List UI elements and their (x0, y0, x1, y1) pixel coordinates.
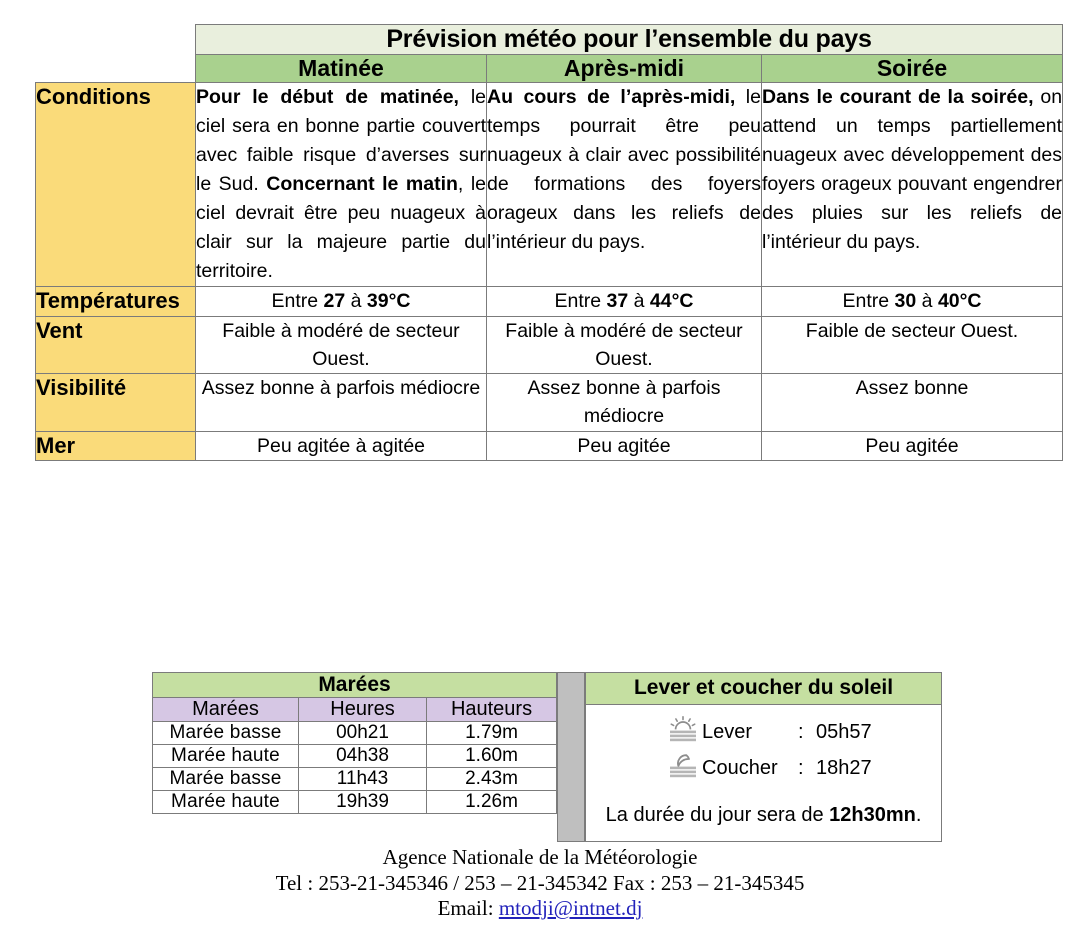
sunrise-label: Lever (702, 720, 753, 743)
sunrise-time: 05h57 (816, 720, 872, 743)
temp-max: 40°C (937, 290, 982, 313)
visibilite-matinee: Assez bonne à parfois médiocre (196, 374, 487, 432)
tide-height: 1.26m (427, 791, 557, 814)
conditions-matinee-bold-2: Concernant le matin (266, 173, 458, 196)
tides-column-header-hauteurs: Hauteurs (427, 698, 557, 722)
tides-title-row (153, 673, 557, 698)
sunrise-colon: : (798, 720, 804, 743)
temperature-apres-midi (487, 287, 762, 316)
forecast-table-container (35, 24, 1062, 461)
tide-time: 04h38 (299, 745, 427, 768)
visibilite-soiree: Assez bonne (762, 374, 1063, 432)
sunrise-icon (668, 716, 702, 748)
forecast-title: Prévision météo pour l’ensemble du pays (196, 25, 1063, 55)
spacer-cell (36, 25, 196, 55)
row-label-vent: Vent (36, 316, 196, 374)
day-duration-value: 12h30mn (829, 804, 916, 826)
forecast-title-row (36, 25, 1063, 55)
row-temperatures (36, 287, 1063, 316)
sunset-time: 18h27 (816, 756, 872, 779)
tides-table (152, 672, 557, 814)
mer-apres-midi: Peu agitée (487, 431, 762, 460)
table-row (153, 745, 557, 768)
row-label-visibilite: Visibilité (36, 374, 196, 432)
agency-name: Agence Nationale de la Météorologie (382, 845, 698, 869)
visibilite-apres-midi: Assez bonne à parfois médiocre (487, 374, 762, 432)
tide-height: 1.79m (427, 722, 557, 745)
panel-divider (557, 672, 585, 842)
temp-max: 44°C (649, 290, 694, 313)
temp-mid: à (916, 290, 938, 313)
tide-name: Marée haute (153, 791, 299, 814)
tide-name: Marée basse (153, 722, 299, 745)
temp-min: 37 (606, 290, 629, 313)
column-header-matinee: Matinée (196, 55, 487, 83)
contact-line: Tel : 253-21-345346 / 253 – 21-345342 Fax : 253 – 21-345345 (275, 870, 805, 895)
temp-mid: à (628, 290, 650, 313)
conditions-soiree-bold-1: Dans le courant de la soirée, (762, 86, 1034, 108)
forecast-day-header-row (36, 55, 1063, 83)
conditions-apres-midi-text-1: le temps pourrait être peu nuageux à clair avec possibilité de formations des foyers orageux dans les reliefs de l’intérieur du pays. (487, 86, 761, 254)
email-line (0, 896, 1080, 922)
sun-panel-body (586, 705, 941, 841)
spacer-cell (36, 55, 196, 83)
tide-time: 11h43 (299, 768, 427, 791)
day-duration-prefix: La durée du jour sera de (605, 804, 830, 826)
conditions-matinee-bold-1: Pour le début de matinée, (196, 86, 459, 108)
tides-column-header-heures: Heures (299, 698, 427, 722)
sunset-row (668, 750, 941, 786)
sunset-label: Coucher (702, 756, 778, 779)
row-vent (36, 316, 1063, 374)
sunset-moon-icon (668, 752, 702, 784)
temp-mid: à (345, 290, 367, 313)
column-header-soiree: Soirée (762, 55, 1063, 83)
row-label-temperatures: Températures (36, 287, 196, 316)
table-row (153, 722, 557, 745)
tide-time: 19h39 (299, 791, 427, 814)
temp-max: 39°C (366, 290, 411, 313)
tide-height: 1.60m (427, 745, 557, 768)
tide-time: 00h21 (299, 722, 427, 745)
vent-soiree: Faible de secteur Ouest. (762, 316, 1063, 374)
forecast-table (35, 24, 1063, 461)
tides-header-row (153, 698, 557, 722)
email-link[interactable]: mtodji@intnet.dj (498, 896, 643, 921)
day-duration (586, 786, 941, 831)
conditions-apres-midi-bold-1: Au cours de l’après-midi, (487, 86, 736, 108)
mer-soiree: Peu agitée (762, 431, 1063, 460)
temp-prefix: Entre (842, 290, 895, 313)
conditions-matinee-text-2: , le ciel devrait être peu nuageux à clair sur la majeure partie du territoire. (196, 173, 486, 283)
row-label-mer: Mer (36, 431, 196, 460)
tides-column-header-marees: Marées (153, 698, 299, 722)
footer (0, 845, 1080, 922)
table-row (153, 791, 557, 814)
vent-apres-midi: Faible à modéré de secteur Ouest. (487, 316, 762, 374)
sunrise-row (668, 714, 941, 750)
temp-min: 30 (894, 290, 917, 313)
conditions-apres-midi (487, 83, 762, 287)
mer-matinee: Peu agitée à agitée (196, 431, 487, 460)
table-row (153, 768, 557, 791)
row-conditions (36, 83, 1063, 287)
sunset-colon: : (798, 756, 804, 779)
temp-min: 27 (323, 290, 346, 313)
tide-name: Marée haute (153, 745, 299, 768)
temperature-soiree (762, 287, 1063, 316)
row-visibilite (36, 374, 1063, 432)
temp-prefix: Entre (271, 290, 324, 313)
day-duration-suffix: . (915, 804, 922, 826)
bottom-section (152, 672, 942, 842)
row-label-conditions: Conditions (36, 83, 196, 287)
conditions-matinee (196, 83, 487, 287)
email-label: Email: (437, 896, 499, 921)
sun-panel-title: Lever et coucher du soleil (586, 673, 941, 705)
vent-matinee: Faible à modéré de secteur Ouest. (196, 316, 487, 374)
sun-panel (585, 672, 942, 842)
tide-height: 2.43m (427, 768, 557, 791)
temperature-matinee (196, 287, 487, 316)
temp-prefix: Entre (554, 290, 607, 313)
conditions-matinee-text-1: le ciel sera en bonne partie couvert avec faible risque d’averses sur le Sud. (196, 86, 486, 196)
tide-name: Marée basse (153, 768, 299, 791)
conditions-soiree (762, 83, 1063, 287)
column-header-apres-midi: Après-midi (487, 55, 762, 83)
row-mer (36, 431, 1063, 460)
conditions-soiree-text-1: on attend un temps partiellement nuageux avec développement des foyers orageux pouvant engendrer des pluies sur les reliefs de l’intérieur du pays. (762, 86, 1063, 254)
tides-title: Marées (153, 673, 557, 698)
